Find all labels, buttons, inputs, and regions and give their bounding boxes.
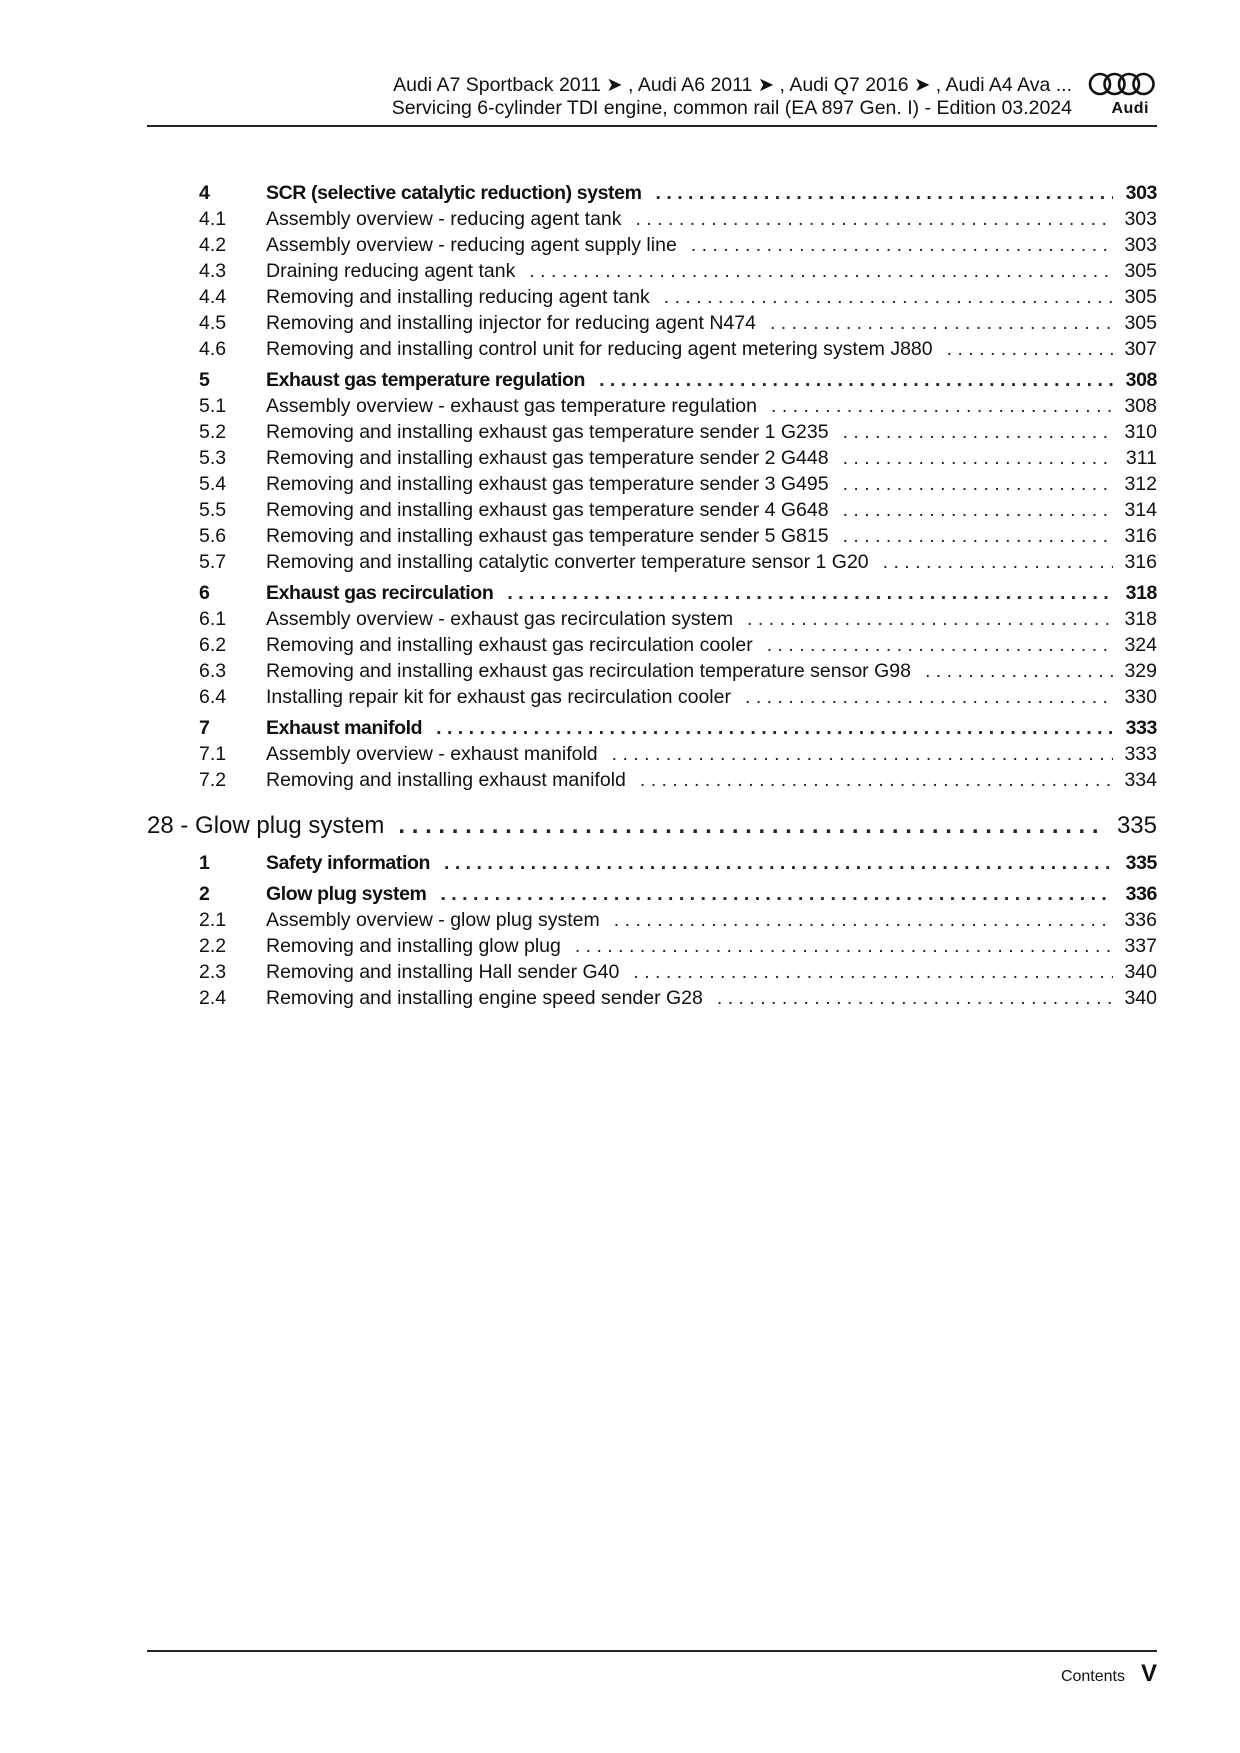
toc-entry-number: 7	[199, 717, 210, 739]
toc-entry-number: 2.2	[199, 935, 227, 957]
toc-entry-title: Exhaust gas recirculation	[266, 582, 494, 604]
toc-entry-number: 4.1	[199, 208, 227, 230]
toc-dot-leader	[691, 232, 1113, 258]
toc-entry-title: Removing and installing glow plug	[266, 935, 561, 957]
toc-entry-number: 6.1	[199, 608, 227, 630]
toc-dot-leader	[717, 985, 1113, 1011]
toc-entry-page: 335	[1125, 852, 1157, 874]
toc-section-entry[interactable]	[147, 367, 1157, 393]
toc-entry-number: 4.3	[199, 260, 227, 282]
toc-entry-title: Installing repair kit for exhaust gas recirculation cooler	[266, 686, 731, 708]
toc-entry-title: Removing and installing injector for reducing agent N474	[266, 312, 756, 334]
table-of-contents	[147, 180, 1157, 1011]
toc-entry-number: 2.4	[199, 987, 227, 1009]
toc-entry-number: 6.2	[199, 634, 227, 656]
toc-dot-leader	[947, 336, 1113, 362]
header-manual-title: Servicing 6-cylinder TDI engine, common rail (EA 897 Gen. I) - Edition 03.2024	[391, 97, 1072, 119]
toc-entry[interactable]	[147, 523, 1157, 549]
toc-entry-title: Draining reducing agent tank	[266, 260, 516, 282]
toc-dot-leader	[529, 258, 1113, 284]
toc-entry-page: 335	[1116, 812, 1157, 839]
toc-dot-leader	[843, 471, 1113, 497]
logo-wordmark: Audi	[1111, 100, 1149, 117]
toc-dot-leader	[656, 180, 1113, 206]
toc-entry-page: 336	[1124, 909, 1157, 931]
toc-entry-title: Glow plug system	[266, 883, 427, 905]
toc-entry-title: Assembly overview - exhaust gas recirculation system	[266, 608, 734, 630]
toc-section-entry[interactable]	[147, 715, 1157, 741]
toc-entry[interactable]	[147, 419, 1157, 445]
toc-entry-title: Removing and installing exhaust gas recirculation cooler	[266, 634, 753, 656]
toc-entry[interactable]	[147, 206, 1157, 232]
toc-entry-page: 308	[1125, 369, 1157, 391]
toc-dot-leader	[843, 445, 1113, 471]
toc-entry-title: Assembly overview - reducing agent tank	[266, 208, 622, 230]
toc-entry-title: Removing and installing exhaust gas temperature sender 1 G235	[266, 421, 829, 443]
footer-page-number: V	[1140, 1660, 1157, 1687]
toc-section-entry[interactable]	[147, 580, 1157, 606]
toc-dot-leader	[747, 606, 1113, 632]
toc-entry-title: Removing and installing exhaust gas temperature sender 4 G648	[266, 499, 829, 521]
toc-entry-page: 303	[1124, 208, 1157, 230]
header-vehicle-models: Audi A7 Sportback 2011 ➤ , Audi A6 2011 ➤ , Audi Q7 2016 ➤ , Audi A4 Ava ...	[393, 74, 1072, 96]
toc-entry-number: 2	[199, 883, 210, 905]
toc-entry-number: 2.3	[199, 961, 227, 983]
toc-entry-number: 4.5	[199, 312, 227, 334]
toc-entry-page: 303	[1125, 182, 1157, 204]
toc-dot-leader	[883, 549, 1113, 575]
toc-entry-number: 5.6	[199, 525, 227, 547]
toc-dot-leader	[771, 393, 1113, 419]
toc-entry-page: 311	[1125, 447, 1157, 469]
toc-entry[interactable]	[147, 284, 1157, 310]
toc-entry-number: 6.3	[199, 660, 227, 682]
toc-entry-title: Removing and installing exhaust gas recirculation temperature sensor G98	[266, 660, 911, 682]
toc-entry-page: 333	[1125, 717, 1157, 739]
toc-dot-leader	[640, 767, 1113, 793]
toc-entry-number: 5.7	[199, 551, 227, 573]
toc-entry-page: 307	[1124, 338, 1157, 360]
toc-entry-title: Removing and installing exhaust gas temperature sender 2 G448	[266, 447, 829, 469]
toc-entry[interactable]	[147, 658, 1157, 684]
toc-entry[interactable]	[147, 445, 1157, 471]
toc-entry-page: 305	[1124, 286, 1157, 308]
toc-dot-leader	[444, 850, 1113, 876]
toc-entry-page: 337	[1124, 935, 1157, 957]
toc-entry[interactable]	[147, 959, 1157, 985]
header-divider	[147, 125, 1157, 127]
toc-entry[interactable]	[147, 336, 1157, 362]
toc-entry-title: SCR (selective catalytic reduction) system	[266, 182, 642, 204]
audi-rings-icon	[1087, 70, 1157, 120]
page-footer	[1061, 1660, 1157, 1690]
toc-entry-number: 5.1	[199, 395, 227, 417]
toc-entry-number: 7.2	[199, 769, 227, 791]
toc-entry-page: 329	[1124, 660, 1157, 682]
toc-entry[interactable]	[147, 741, 1157, 767]
page-header	[147, 66, 1157, 128]
toc-entry-page: 340	[1124, 987, 1157, 1009]
toc-entry-number: 6	[199, 582, 210, 604]
toc-dot-leader	[770, 310, 1113, 336]
toc-entry-number: 4	[199, 182, 210, 204]
toc-entry-page: 308	[1124, 395, 1157, 417]
toc-entry-page: 333	[1124, 743, 1157, 765]
toc-entry[interactable]	[147, 606, 1157, 632]
toc-dot-leader	[767, 632, 1113, 658]
toc-entry-number: 5.2	[199, 421, 227, 443]
toc-entry[interactable]	[147, 767, 1157, 793]
toc-dot-leader	[633, 959, 1113, 985]
toc-entry-page: 310	[1124, 421, 1157, 443]
toc-entry-number: 6.4	[199, 686, 227, 708]
toc-dot-leader	[398, 807, 1105, 845]
toc-dot-leader	[843, 419, 1113, 445]
footer-divider	[147, 1650, 1157, 1652]
toc-entry-number: 7.1	[199, 743, 227, 765]
toc-entry-title: Assembly overview - reducing agent supply line	[266, 234, 677, 256]
toc-entry-page: 316	[1124, 551, 1157, 573]
toc-entry-title: Removing and installing catalytic converter temperature sensor 1 G20	[266, 551, 869, 573]
toc-entry-page: 324	[1124, 634, 1157, 656]
footer-section-label: Contents	[1060, 1668, 1125, 1685]
toc-dot-leader	[436, 715, 1113, 741]
toc-entry-number: 5.3	[199, 447, 227, 469]
toc-entry[interactable]	[147, 907, 1157, 933]
toc-section-entry[interactable]	[147, 850, 1157, 876]
toc-dot-leader	[440, 881, 1113, 907]
toc-section-entry[interactable]	[147, 881, 1157, 907]
toc-dot-leader	[599, 367, 1113, 393]
toc-entry-page: 340	[1124, 961, 1157, 983]
toc-entry[interactable]	[147, 684, 1157, 710]
toc-entry[interactable]	[147, 310, 1157, 336]
toc-entry-number: 5.5	[199, 499, 227, 521]
toc-dot-leader	[843, 497, 1113, 523]
toc-dot-leader	[925, 658, 1113, 684]
toc-entry[interactable]	[147, 497, 1157, 523]
toc-dot-leader	[664, 284, 1113, 310]
toc-dot-leader	[745, 684, 1113, 710]
toc-entry[interactable]	[147, 232, 1157, 258]
toc-entry-page: 305	[1124, 260, 1157, 282]
toc-entry-page: 318	[1124, 608, 1157, 630]
toc-entry-title: Removing and installing control unit for reducing agent metering system J880	[266, 338, 933, 360]
toc-entry-page: 330	[1124, 686, 1157, 708]
toc-entry-number: 5.4	[199, 473, 227, 495]
toc-dot-leader	[612, 741, 1113, 767]
toc-entry-title: Removing and installing exhaust gas temperature sender 3 G495	[266, 473, 829, 495]
toc-entry-title: Removing and installing exhaust manifold	[266, 769, 626, 791]
toc-entry-title: Removing and installing exhaust gas temperature sender 5 G815	[266, 525, 829, 547]
toc-entry-number: 2.1	[199, 909, 227, 931]
toc-entry-page: 336	[1125, 883, 1157, 905]
toc-entry-title: Assembly overview - glow plug system	[266, 909, 600, 931]
toc-entry-title: Safety information	[266, 852, 430, 874]
toc-dot-leader	[843, 523, 1113, 549]
toc-entry-page: 305	[1124, 312, 1157, 334]
toc-entry-title: Removing and installing Hall sender G40	[266, 961, 620, 983]
toc-entry-number: 4.4	[199, 286, 227, 308]
toc-entry-title: Removing and installing engine speed sender G28	[266, 987, 703, 1009]
toc-entry-title: Removing and installing reducing agent tank	[266, 286, 650, 308]
toc-dot-leader	[636, 206, 1113, 232]
toc-entry-number: 5	[199, 369, 210, 391]
toc-entry[interactable]	[147, 471, 1157, 497]
toc-entry-page: 314	[1124, 499, 1157, 521]
toc-entry-title: Exhaust manifold	[266, 717, 423, 739]
toc-entry-page: 312	[1124, 473, 1157, 495]
toc-entry-number: 4.6	[199, 338, 227, 360]
toc-entry-title: 28 - Glow plug system	[147, 812, 385, 839]
toc-dot-leader	[614, 907, 1113, 933]
toc-entry-title: Assembly overview - exhaust gas temperature regulation	[266, 395, 757, 417]
toc-entry-page: 318	[1125, 582, 1157, 604]
toc-entry[interactable]	[147, 632, 1157, 658]
toc-entry-number: 4.2	[199, 234, 227, 256]
toc-entry-number: 1	[199, 852, 210, 874]
toc-entry-page: 334	[1124, 769, 1157, 791]
toc-dot-leader	[507, 580, 1113, 606]
toc-section-entry[interactable]	[147, 180, 1157, 206]
toc-entry[interactable]	[147, 549, 1157, 575]
toc-dot-leader	[575, 933, 1113, 959]
toc-entry[interactable]	[147, 258, 1157, 284]
toc-entry-page: 303	[1124, 234, 1157, 256]
toc-entry-title: Exhaust gas temperature regulation	[266, 369, 586, 391]
toc-entry-page: 316	[1124, 525, 1157, 547]
toc-chapter-entry[interactable]	[147, 807, 1157, 845]
toc-entry-title: Assembly overview - exhaust manifold	[266, 743, 598, 765]
toc-entry[interactable]	[147, 985, 1157, 1011]
toc-entry[interactable]	[147, 393, 1157, 419]
toc-entry[interactable]	[147, 933, 1157, 959]
